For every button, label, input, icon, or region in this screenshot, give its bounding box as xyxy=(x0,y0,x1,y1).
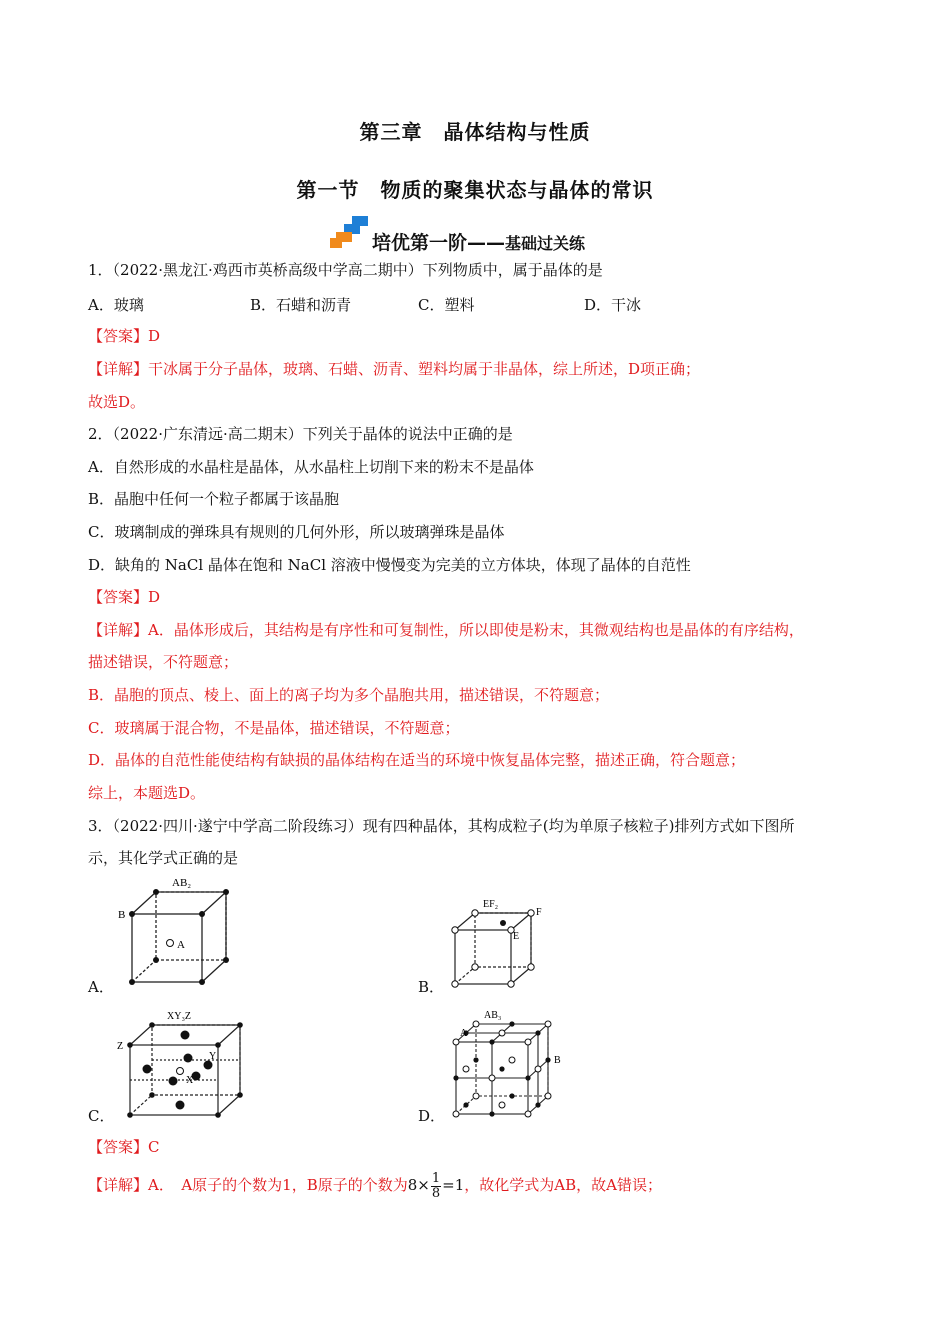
fig-c-label-x: X xyxy=(186,1075,194,1086)
q2-answer: 【答案】D xyxy=(88,588,161,606)
q2-option-a: A．自然形成的水晶柱是晶体，从水晶柱上切削下来的粉末不是晶体 xyxy=(88,458,534,476)
q2-detail-line-1: 【详解】A．晶体形成后，其结构是有序性和可复制性，所以即使是粉末，其微观结构也是晶体的有序结构， xyxy=(88,621,804,639)
q1-option-a: A．玻璃 xyxy=(88,296,144,314)
q3-answer: 【答案】C xyxy=(88,1138,160,1156)
chapter-title: 第三章 晶体结构与性质 xyxy=(359,120,591,144)
banner-title: 培优第一阶——基础过关练 xyxy=(372,232,586,254)
q1-detail-2: 故选D。 xyxy=(88,393,146,411)
figure-a-crystal xyxy=(110,872,240,987)
q1-answer: 【答案】D xyxy=(88,327,161,345)
figure-d-crystal xyxy=(448,1008,578,1118)
fig-b-formula: EF₂ xyxy=(483,899,499,910)
fig-b-label-e: E xyxy=(513,931,520,942)
fig-c-option-label: C． xyxy=(88,1107,115,1125)
q2-option-b: B．晶胞中任何一个粒子都属于该晶胞 xyxy=(88,490,340,508)
q3-detail: 【详解】A． A原子的个数为1，B原子的个数为8× $\frac{1}{8}$ =1，故化学式为AB，故A错误； xyxy=(88,1170,662,1201)
q2-detail-line-4: C．玻璃属于混合物，不是晶体，描述错误，不符题意； xyxy=(88,719,460,737)
figure-b-crystal xyxy=(445,895,555,990)
q1-option-b: B．石蜡和沥青 xyxy=(250,296,352,314)
fig-a-formula: AB₂ xyxy=(172,877,192,889)
q2-stem: 2．（2022·广东清远·高二期末）下列关于晶体的说法中正确的是 xyxy=(88,425,513,443)
fig-d-label-b: B xyxy=(554,1055,561,1066)
fig-c-formula: XY₃Z xyxy=(167,1011,192,1022)
fig-c-label-y: Y xyxy=(209,1051,217,1062)
fig-b-option-label: B． xyxy=(418,978,445,996)
q1-detail: 【详解】干冰属于分子晶体，玻璃、石蜡、沥青、塑料均属于非晶体，综上所述，D项正确； xyxy=(88,360,701,378)
fig-d-label-a: A xyxy=(460,1028,468,1039)
stairs-logo-icon xyxy=(330,216,372,252)
q3-stem-line-1: 3．（2022·四川·遂宁中学高二阶段练习）现有四种晶体，其构成粒子(均为单原子核粒子)排列方式如下图所 xyxy=(88,817,795,835)
q3-stem-line-2: 示，其化学式正确的是 xyxy=(88,849,239,867)
fig-c-label-z: Z xyxy=(117,1041,124,1052)
q1-option-d: D．干冰 xyxy=(584,296,642,314)
fig-a-label-b: B xyxy=(118,909,126,921)
q1-stem: 1．（2022·黑龙江·鸡西市英桥高级中学高二期中）下列物质中，属于晶体的是 xyxy=(88,261,603,279)
q2-detail-line-5: D．晶体的自范性能使结构有缺损的晶体结构在适当的环境中恢复晶体完整，描述正确，符合题意； xyxy=(88,751,746,769)
q2-detail-line-2: 描述错误，不符题意； xyxy=(88,653,239,671)
q2-detail-line-3: B．晶胞的顶点、棱上、面上的离子均为多个晶胞共用，描述错误，不符题意； xyxy=(88,686,610,704)
section-title: 第一节 物质的聚集状态与晶体的常识 xyxy=(296,178,654,202)
q1-option-c: C．塑料 xyxy=(418,296,475,314)
q2-option-d: D．缺角的 NaCl 晶体在饱和 NaCl 溶液中慢慢变为完美的立方体块，体现了晶体的自范性 xyxy=(88,556,691,574)
fig-d-option-label: D． xyxy=(418,1107,446,1125)
figure-c-crystal xyxy=(110,1005,250,1120)
q2-option-c: C．玻璃制成的弹珠具有规则的几何外形，所以玻璃弹珠是晶体 xyxy=(88,523,505,541)
q2-detail-line-6: 综上，本题选D。 xyxy=(88,784,206,802)
fig-b-label-f: F xyxy=(536,907,542,918)
fig-d-formula: AB₃ xyxy=(484,1010,502,1021)
fraction-one-eighth: $\frac{1}{8}$ xyxy=(431,1170,441,1201)
fig-a-label-a: A xyxy=(177,939,185,951)
fig-a-option-label: A． xyxy=(88,978,114,996)
